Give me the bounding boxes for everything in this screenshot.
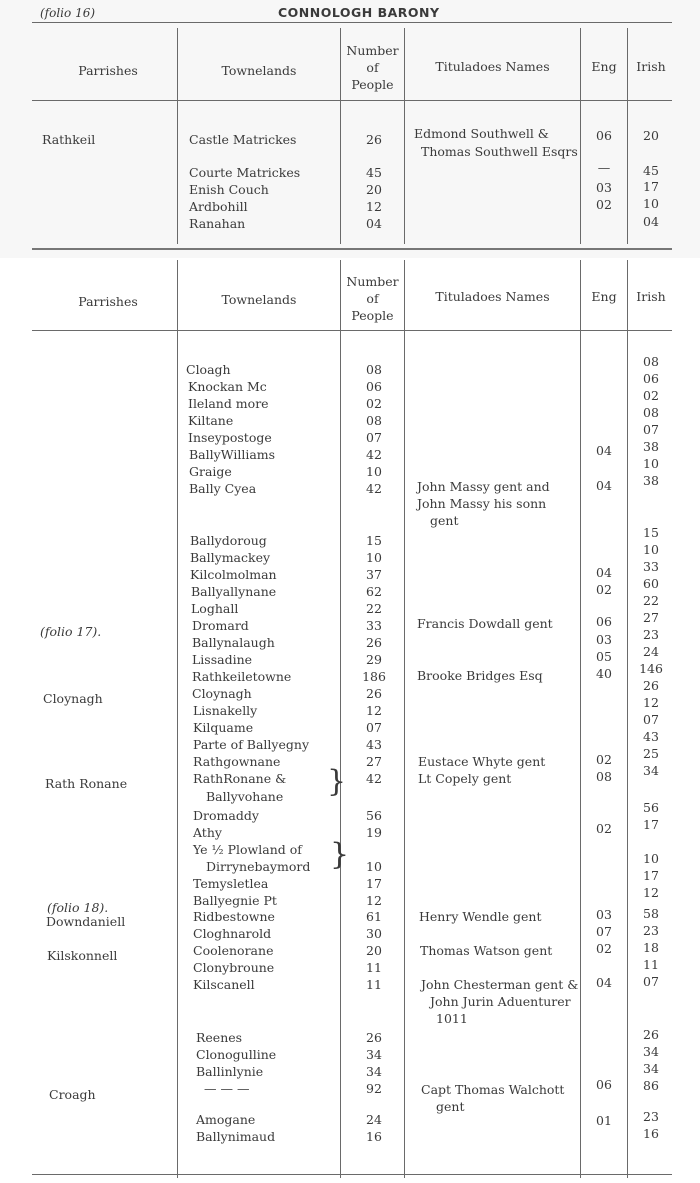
header-people-word: People (351, 77, 394, 92)
townland-cell: Clonybroune (193, 960, 275, 975)
eng-cell: — (597, 160, 611, 175)
irish-cell: 10 (643, 542, 659, 557)
people-cell: 10 (366, 550, 382, 565)
header-tituladoes: Tituladoes Names (435, 289, 550, 304)
irish-cell: 23 (643, 1109, 659, 1124)
people-cell: 61 (366, 909, 382, 924)
irish-cell: 18 (643, 940, 659, 955)
townland-cell: Cloagh (186, 362, 231, 377)
irish-cell: 23 (643, 627, 659, 642)
townland-cell: Inseypostoge (188, 430, 272, 445)
irish-cell: 12 (643, 695, 659, 710)
people-cell: 10 (366, 859, 382, 874)
tituladoes-cell: Francis Dowdall gent (417, 616, 553, 631)
irish-cell: 38 (643, 473, 659, 488)
eng-cell: 04 (596, 443, 612, 458)
irish-cell: 58 (643, 906, 659, 921)
irish-cell: 06 (643, 371, 659, 386)
irish-cell: 26 (643, 678, 659, 693)
header-eng: Eng (591, 59, 617, 74)
header-irish: Irish (636, 59, 666, 74)
people-cell: 26 (366, 1030, 382, 1045)
header-of-word: of (366, 60, 379, 75)
people-cell: 45 (366, 165, 382, 180)
tituladoes-cell: Lt Copely gent (418, 771, 512, 786)
people-cell: 06 (366, 379, 382, 394)
irish-cell: 34 (643, 1044, 659, 1059)
people-cell: 42 (366, 447, 382, 462)
townland-cell: Kilquame (193, 720, 254, 735)
townland-cell: Loghall (191, 601, 239, 616)
eng-cell: 03 (596, 180, 612, 195)
people-cell: 43 (366, 737, 382, 752)
tituladoes-cell: Edmond Southwell & (414, 126, 549, 141)
townland-cell: Ardbohill (189, 199, 248, 214)
townland-cell: Ballyallynane (191, 584, 277, 599)
people-cell: 19 (366, 825, 382, 840)
people-cell: 26 (366, 132, 382, 147)
irish-cell: 34 (643, 1061, 659, 1076)
people-cell: 20 (366, 943, 382, 958)
people-cell: 42 (366, 481, 382, 496)
eng-cell: 04 (596, 565, 612, 580)
tituladoes-cell: John Jurin Aduenturer (430, 994, 571, 1009)
folio-label: (folio 16) (40, 6, 96, 20)
people-cell: 12 (366, 703, 382, 718)
people-cell: 30 (366, 926, 382, 941)
people-cell: 56 (366, 808, 382, 823)
eng-cell: 03 (596, 632, 612, 647)
column-divider (177, 260, 178, 1178)
tituladoes-cell: Brooke Bridges Esq (417, 668, 543, 683)
irish-cell: 23 (643, 923, 659, 938)
townland-cell: Dromard (192, 618, 249, 633)
people-cell: 29 (366, 652, 382, 667)
column-divider (340, 260, 341, 1178)
people-cell: 24 (366, 1112, 382, 1127)
header-tituladoes: Tituladoes Names (435, 59, 550, 74)
people-cell: 08 (366, 362, 382, 377)
tituladoes-cell: 1011 (436, 1011, 468, 1026)
header-of-word: of (366, 291, 379, 306)
townland-cell: Ballydoroug (190, 533, 267, 548)
irish-cell: 08 (643, 405, 659, 420)
townland-cell: Courte Matrickes (189, 165, 301, 180)
people-cell: 10 (366, 464, 382, 479)
tituladoes-cell: Thomas Southwell Esqrs (421, 144, 578, 159)
irish-cell: 08 (643, 354, 659, 369)
townland-cell: Ridbestowne (193, 909, 275, 924)
column-divider (404, 260, 405, 1178)
eng-cell: 04 (596, 478, 612, 493)
people-cell: 07 (366, 720, 382, 735)
townland-cell: Kilcolmolman (190, 567, 277, 582)
tituladoes-cell: John Massy his sonn (417, 496, 547, 511)
eng-cell: 08 (596, 769, 612, 784)
eng-cell: 06 (596, 128, 612, 143)
eng-cell: 06 (596, 614, 612, 629)
eng-cell: 02 (596, 582, 612, 597)
eng-cell: 40 (596, 666, 612, 681)
irish-cell: 22 (643, 593, 659, 608)
header-townelands: Townelands (221, 292, 297, 307)
tituladoes-cell: Henry Wendle gent (419, 909, 542, 924)
people-cell: 07 (366, 430, 382, 445)
townland-cell: Amogane (196, 1112, 256, 1127)
irish-cell: 20 (643, 128, 659, 143)
eng-cell: 02 (596, 752, 612, 767)
tituladoes-cell: Capt Thomas Walchott (421, 1082, 565, 1097)
folio-label: (folio 17). (40, 624, 102, 639)
header-townelands: Townelands (221, 63, 297, 78)
bracket-brace: } (330, 837, 350, 872)
column-divider (580, 260, 581, 1178)
eng-cell: 06 (596, 1077, 612, 1092)
tituladoes-cell: John Chesterman gent & (421, 977, 579, 992)
header-number-word: Number (346, 274, 399, 289)
townland-cell: Ballyvohane (206, 789, 284, 804)
townland-cell: RathRonane & (193, 771, 287, 786)
townland-cell: Athy (193, 825, 222, 840)
people-cell: 42 (366, 771, 382, 786)
townland-cell: Ranahan (189, 216, 246, 231)
eng-cell: 02 (596, 821, 612, 836)
people-cell: 17 (366, 876, 382, 891)
people-cell: 11 (366, 960, 382, 975)
bottom-rule (32, 1174, 672, 1175)
eng-cell: 02 (596, 941, 612, 956)
townland-cell: Bally Cyea (189, 481, 257, 496)
header-parishes: Parrishes (78, 63, 138, 78)
townland-cell: Lissadine (192, 652, 253, 667)
people-cell: 22 (366, 601, 382, 616)
townland-cell: Ye ½ Plowland of (193, 842, 302, 857)
townland-cell: Clonogulline (196, 1047, 277, 1062)
people-cell: 37 (366, 567, 382, 582)
irish-cell: 04 (643, 214, 659, 229)
eng-cell: 02 (596, 197, 612, 212)
people-cell: 20 (366, 182, 382, 197)
people-cell: 15 (366, 533, 382, 548)
people-cell: 62 (366, 584, 382, 599)
people-cell: 186 (362, 669, 386, 684)
people-cell: 27 (366, 754, 382, 769)
townland-cell: Parte of Ballyegny (193, 737, 310, 752)
townland-cell: Rathgownane (193, 754, 281, 769)
tituladoes-cell: gent (436, 1099, 465, 1114)
irish-cell: 25 (643, 746, 659, 761)
header-irish: Irish (636, 289, 666, 304)
header-parishes: Parrishes (78, 294, 138, 309)
tituladoes-cell: Eustace Whyte gent (418, 754, 546, 769)
townland-cell: Enish Couch (189, 182, 269, 197)
tituladoes-cell: Thomas Watson gent (420, 943, 553, 958)
irish-cell: 10 (643, 456, 659, 471)
irish-cell: 24 (643, 644, 659, 659)
bracket-brace: } (327, 764, 347, 799)
irish-cell: 10 (643, 196, 659, 211)
townland-cell: Coolenorane (193, 943, 274, 958)
top-rule (32, 22, 672, 23)
eng-cell: 07 (596, 924, 612, 939)
eng-cell: 01 (596, 1113, 612, 1128)
people-cell: 16 (366, 1129, 382, 1144)
irish-cell: 10 (643, 851, 659, 866)
townland-cell: Lisnakelly (193, 703, 258, 718)
people-cell: 12 (366, 893, 382, 908)
parish-label: Kilskonnell (47, 948, 118, 963)
irish-cell: 07 (643, 712, 659, 727)
irish-cell: 33 (643, 559, 659, 574)
table-section-folio-17-18 (0, 258, 700, 1183)
townland-cell: — — — (204, 1081, 250, 1096)
people-cell: 26 (366, 635, 382, 650)
townland-cell: BallyWilliams (189, 447, 276, 462)
page-title: CONNOLOGH BARONY (278, 5, 440, 20)
people-cell: 92 (366, 1081, 382, 1096)
parish-label: Rath Ronane (45, 776, 128, 791)
townland-cell: Castle Matrickes (189, 132, 297, 147)
townland-cell: Dirrynebaymord (206, 859, 311, 874)
people-cell: 34 (366, 1064, 382, 1079)
people-cell: 33 (366, 618, 382, 633)
folio-label: (folio 18). (47, 900, 109, 915)
irish-cell: 07 (643, 422, 659, 437)
townland-cell: Graige (189, 464, 232, 479)
header-number-word: Number (346, 43, 399, 58)
parish-label: Cloynagh (43, 691, 103, 706)
eng-cell: 04 (596, 975, 612, 990)
irish-cell: 43 (643, 729, 659, 744)
townland-cell: Kilscanell (193, 977, 255, 992)
irish-cell: 45 (643, 163, 659, 178)
irish-cell: 17 (643, 868, 659, 883)
townland-cell: Cloghnarold (193, 926, 272, 941)
parish-label: Croagh (49, 1087, 96, 1102)
table-section-folio-16 (0, 0, 700, 258)
header-rule (32, 330, 672, 331)
tituladoes-cell: gent (430, 513, 459, 528)
people-cell: 02 (366, 396, 382, 411)
people-cell: 11 (366, 977, 382, 992)
irish-cell: 15 (643, 525, 659, 540)
irish-cell: 146 (639, 661, 663, 676)
header-rule (32, 100, 672, 101)
people-cell: 08 (366, 413, 382, 428)
irish-cell: 12 (643, 885, 659, 900)
townland-cell: Kiltane (188, 413, 234, 428)
header-eng: Eng (591, 289, 617, 304)
irish-cell: 34 (643, 763, 659, 778)
header-number-of-people (341, 273, 404, 324)
townland-cell: Temysletlea (193, 876, 269, 891)
column-divider (177, 28, 178, 244)
irish-cell: 17 (643, 817, 659, 832)
townland-cell: Ballyegnie Pt (193, 893, 277, 908)
header-people-word: People (351, 308, 394, 323)
eng-cell: 03 (596, 907, 612, 922)
irish-cell: 26 (643, 1027, 659, 1042)
townland-cell: Dromaddy (193, 808, 259, 823)
parish-label: Rathkeil (42, 132, 96, 147)
townland-cell: Cloynagh (192, 686, 252, 701)
tituladoes-cell: John Massy gent and (417, 479, 550, 494)
townland-cell: Ballynimaud (196, 1129, 276, 1144)
bottom-rule (32, 248, 672, 250)
townland-cell: Ballymackey (190, 550, 271, 565)
townland-cell: Ballinlynie (196, 1064, 264, 1079)
irish-cell: 27 (643, 610, 659, 625)
irish-cell: 17 (643, 179, 659, 194)
eng-cell: 05 (596, 649, 612, 664)
people-cell: 12 (366, 199, 382, 214)
irish-cell: 16 (643, 1126, 659, 1141)
people-cell: 26 (366, 686, 382, 701)
people-cell: 04 (366, 216, 382, 231)
irish-cell: 11 (643, 957, 659, 972)
parish-label: Downdaniell (46, 914, 126, 929)
townland-cell: Ileland more (188, 396, 269, 411)
irish-cell: 38 (643, 439, 659, 454)
irish-cell: 02 (643, 388, 659, 403)
header-number-of-people (341, 42, 404, 93)
irish-cell: 86 (643, 1078, 659, 1093)
irish-cell: 56 (643, 800, 659, 815)
townland-cell: Reenes (196, 1030, 243, 1045)
irish-cell: 07 (643, 974, 659, 989)
townland-cell: Rathkeiletowne (192, 669, 292, 684)
people-cell: 34 (366, 1047, 382, 1062)
townland-cell: Knockan Mc (188, 379, 267, 394)
irish-cell: 60 (643, 576, 659, 591)
townland-cell: Ballynalaugh (192, 635, 275, 650)
